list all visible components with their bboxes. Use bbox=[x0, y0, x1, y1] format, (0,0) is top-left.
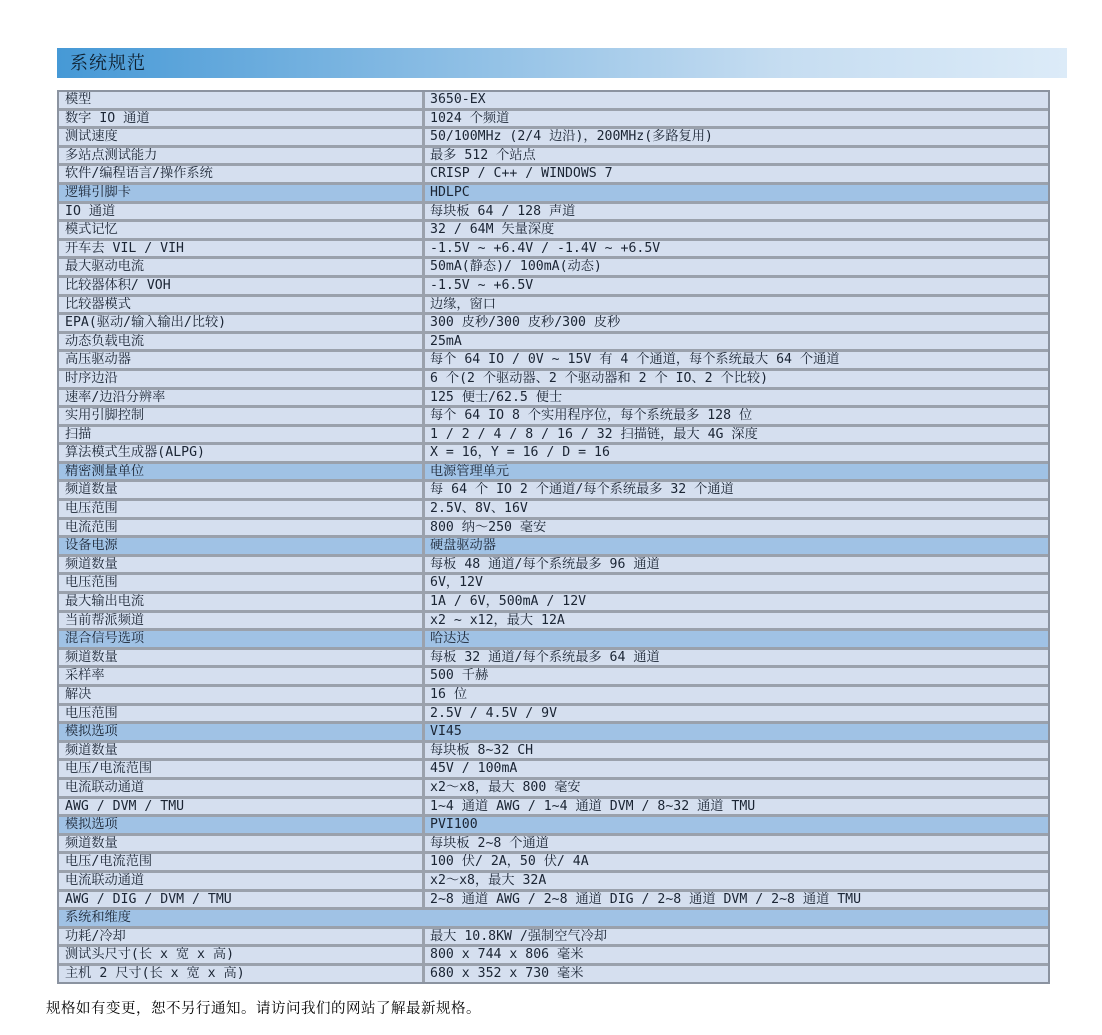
table-row bbox=[59, 259, 1048, 278]
spec-value: 每块板 2~8 个通道 bbox=[422, 836, 1048, 852]
spec-label: 实用引脚控制 bbox=[65, 408, 145, 424]
spec-label: 算法模式生成器(ALPG) bbox=[65, 445, 205, 461]
table-row bbox=[59, 668, 1048, 687]
spec-value: -1.5V ~ +6.4V / -1.4V ~ +6.5V bbox=[422, 241, 1048, 257]
spec-value: 最大 10.8KW /强制空气冷却 bbox=[422, 929, 1048, 945]
spec-label: 精密测量单位 bbox=[65, 463, 145, 479]
spec-label: 高压驱动器 bbox=[65, 352, 131, 368]
spec-value: HDLPC bbox=[422, 185, 1048, 201]
section-header-row bbox=[59, 185, 1048, 204]
spec-label: 速率/边沿分辨率 bbox=[65, 389, 166, 405]
spec-value: 2.5V、8V、16V bbox=[422, 501, 1048, 517]
spec-value: 6 个(2 个驱动器、2 个驱动器和 2 个 IO、2 个比较) bbox=[422, 371, 1048, 387]
spec-value: 680 x 352 x 730 毫米 bbox=[422, 966, 1048, 982]
spec-value: 25mA bbox=[422, 334, 1048, 350]
spec-label: 最大驱动电流 bbox=[65, 259, 145, 275]
table-row bbox=[59, 873, 1048, 892]
spec-label: 电流联动通道 bbox=[65, 779, 145, 795]
spec-value: CRISP / C++ / WINDOWS 7 bbox=[422, 166, 1048, 182]
spec-label: 系统和维度 bbox=[65, 910, 131, 926]
table-row bbox=[59, 836, 1048, 855]
table-row bbox=[59, 575, 1048, 594]
spec-value: 每板 48 通道/每个系统最多 96 通道 bbox=[422, 557, 1048, 573]
section-header-row bbox=[59, 724, 1048, 743]
spec-value: 800 x 744 x 806 毫米 bbox=[422, 947, 1048, 963]
spec-table bbox=[57, 90, 1050, 984]
spec-value: 边缘，窗口 bbox=[422, 297, 1048, 313]
table-row bbox=[59, 241, 1048, 260]
spec-value: 500 千赫 bbox=[422, 668, 1048, 684]
table-row bbox=[59, 297, 1048, 316]
table-row bbox=[59, 352, 1048, 371]
spec-value: VI45 bbox=[422, 724, 1048, 740]
table-row bbox=[59, 854, 1048, 873]
spec-label: 混合信号选项 bbox=[65, 631, 145, 647]
page-title: 系统规范 bbox=[70, 53, 146, 73]
spec-value: 1~4 通道 AWG / 1~4 通道 DVM / 8~32 通道 TMU bbox=[422, 799, 1048, 815]
table-row bbox=[59, 650, 1048, 669]
spec-label: 模拟选项 bbox=[65, 724, 118, 740]
spec-value: 每个 64 IO 8 个实用程序位，每个系统最多 128 位 bbox=[422, 408, 1048, 424]
table-row bbox=[59, 966, 1048, 982]
spec-value: 32 / 64M 矢量深度 bbox=[422, 222, 1048, 238]
spec-label: 测试头尺寸(长 x 宽 x 高) bbox=[65, 947, 235, 963]
spec-value: 每 64 个 IO 2 个通道/每个系统最多 32 个通道 bbox=[422, 482, 1048, 498]
table-row bbox=[59, 482, 1048, 501]
spec-table-body bbox=[59, 92, 1048, 982]
table-row bbox=[59, 947, 1048, 966]
table-row bbox=[59, 92, 1048, 111]
table-row bbox=[59, 520, 1048, 539]
footer-note: 规格如有变更，恕不另行通知。请访问我们的网站了解最新规格。 bbox=[46, 1001, 481, 1017]
section-header-row bbox=[59, 631, 1048, 650]
spec-label: AWG / DVM / TMU bbox=[65, 798, 185, 814]
spec-value: 1A / 6V，500mA / 12V bbox=[422, 594, 1048, 610]
table-row bbox=[59, 799, 1048, 818]
spec-label: 比较器体积/ VOH bbox=[65, 277, 171, 293]
spec-label: 当前帮派频道 bbox=[65, 612, 145, 628]
section-header-row bbox=[59, 464, 1048, 483]
table-row bbox=[59, 501, 1048, 520]
table-row bbox=[59, 687, 1048, 706]
spec-label: 解决 bbox=[65, 687, 92, 702]
table-row bbox=[59, 780, 1048, 799]
table-row bbox=[59, 613, 1048, 632]
spec-value: 300 皮秒/300 皮秒/300 皮秒 bbox=[422, 315, 1048, 331]
table-row bbox=[59, 334, 1048, 353]
spec-value: 电源管理单元 bbox=[422, 464, 1048, 480]
spec-value: 6V，12V bbox=[422, 575, 1048, 591]
spec-label: 动态负载电流 bbox=[65, 333, 145, 349]
spec-value: 100 伏/ 2A，50 伏/ 4A bbox=[422, 854, 1048, 870]
table-row bbox=[59, 111, 1048, 130]
table-row bbox=[59, 222, 1048, 241]
table-row bbox=[59, 315, 1048, 334]
table-row bbox=[59, 204, 1048, 223]
spec-value: PVI100 bbox=[422, 817, 1048, 833]
spec-value: 每块板 8~32 CH bbox=[422, 743, 1048, 759]
spec-label: 频道数量 bbox=[65, 649, 118, 665]
spec-label: 多站点测试能力 bbox=[65, 147, 158, 163]
spec-value: x2 ~ x12，最大 12A bbox=[422, 613, 1048, 629]
spec-label: 频道数量 bbox=[65, 482, 118, 498]
spec-label: 主机 2 尺寸(长 x 宽 x 高) bbox=[65, 965, 245, 981]
spec-label: 逻辑引脚卡 bbox=[65, 184, 131, 200]
spec-label: EPA(驱动/输入输出/比较) bbox=[65, 315, 227, 331]
spec-label: 频道数量 bbox=[65, 835, 118, 851]
spec-value: 125 便士/62.5 便士 bbox=[422, 390, 1048, 406]
spec-value: 1 / 2 / 4 / 8 / 16 / 32 扫描链，最大 4G 深度 bbox=[422, 427, 1048, 443]
table-row bbox=[59, 743, 1048, 762]
spec-value: 每块板 64 / 128 声道 bbox=[422, 204, 1048, 220]
spec-value: 2.5V / 4.5V / 9V bbox=[422, 706, 1048, 722]
spec-label: IO 通道 bbox=[65, 203, 116, 219]
table-row bbox=[59, 892, 1048, 911]
spec-label: 数字 IO 通道 bbox=[65, 110, 150, 126]
spec-value: 50/100MHz (2/4 边沿)，200MHz(多路复用) bbox=[422, 129, 1048, 145]
spec-label: 采样率 bbox=[65, 668, 105, 684]
spec-label: 电压范围 bbox=[65, 575, 118, 591]
spec-value: 800 纳～250 毫安 bbox=[422, 520, 1048, 536]
spec-label: 电流范围 bbox=[65, 519, 118, 535]
spec-label: 软件/编程语言/操作系统 bbox=[65, 166, 213, 182]
table-row bbox=[59, 761, 1048, 780]
spec-value: x2～x8，最大 800 毫安 bbox=[422, 780, 1048, 796]
spec-label: 模拟选项 bbox=[65, 817, 118, 833]
spec-label: 电压/电流范围 bbox=[65, 854, 153, 870]
spec-value: 硬盘驱动器 bbox=[422, 538, 1048, 554]
spec-value: 哈达达 bbox=[422, 631, 1048, 647]
spec-label: 频道数量 bbox=[65, 556, 118, 572]
table-row bbox=[59, 706, 1048, 725]
spec-label: 模式记忆 bbox=[65, 222, 118, 238]
section-header-row bbox=[59, 538, 1048, 557]
spec-value: -1.5V ~ +6.5V bbox=[422, 278, 1048, 294]
table-row bbox=[59, 445, 1048, 464]
table-row bbox=[59, 371, 1048, 390]
table-row bbox=[59, 166, 1048, 185]
spec-value: 45V / 100mA bbox=[422, 761, 1048, 777]
spec-label: 开车去 VIL / VIH bbox=[65, 240, 184, 256]
spec-label: 电压范围 bbox=[65, 501, 118, 517]
table-row bbox=[59, 427, 1048, 446]
spec-label: 功耗/冷却 bbox=[65, 928, 126, 944]
spec-label: 扫描 bbox=[65, 426, 92, 442]
table-row bbox=[59, 557, 1048, 576]
section-header-row bbox=[59, 817, 1048, 836]
spec-label: 最大输出电流 bbox=[65, 594, 145, 610]
table-row bbox=[59, 278, 1048, 297]
spec-value: 最多 512 个站点 bbox=[422, 148, 1048, 164]
spec-value: 2~8 通道 AWG / 2~8 通道 DIG / 2~8 通道 DVM / 2~8 通道 TMU bbox=[422, 892, 1048, 908]
table-row bbox=[59, 390, 1048, 409]
spec-value: 每个 64 IO / 0V ~ 15V 有 4 个通道，每个系统最大 64 个通道 bbox=[422, 352, 1048, 368]
spec-label: 频道数量 bbox=[65, 742, 118, 758]
section-header-row bbox=[59, 910, 1048, 929]
spec-label: 时序边沿 bbox=[65, 370, 118, 386]
spec-label: 电压范围 bbox=[65, 705, 118, 721]
spec-label: 模型 bbox=[65, 92, 92, 107]
spec-value: 3650-EX bbox=[422, 92, 1048, 108]
spec-value: 1024 个频道 bbox=[422, 111, 1048, 127]
table-row bbox=[59, 594, 1048, 613]
section-title-bar bbox=[57, 48, 1067, 78]
spec-value: X = 16，Y = 16 / D = 16 bbox=[422, 445, 1048, 461]
spec-value: 16 位 bbox=[422, 687, 1048, 703]
table-row bbox=[59, 408, 1048, 427]
spec-label: 电流联动通道 bbox=[65, 872, 145, 888]
table-row bbox=[59, 148, 1048, 167]
spec-label: 电压/电流范围 bbox=[65, 761, 153, 777]
spec-label: 设备电源 bbox=[65, 538, 118, 554]
spec-label: 比较器模式 bbox=[65, 296, 131, 312]
spec-value: 每板 32 通道/每个系统最多 64 通道 bbox=[422, 650, 1048, 666]
table-row bbox=[59, 929, 1048, 948]
spec-value: x2～x8，最大 32A bbox=[422, 873, 1048, 889]
spec-label: AWG / DIG / DVM / TMU bbox=[65, 891, 232, 907]
spec-value: 50mA(静态)/ 100mA(动态) bbox=[422, 259, 1048, 275]
spec-label: 测试速度 bbox=[65, 129, 118, 145]
table-row bbox=[59, 129, 1048, 148]
